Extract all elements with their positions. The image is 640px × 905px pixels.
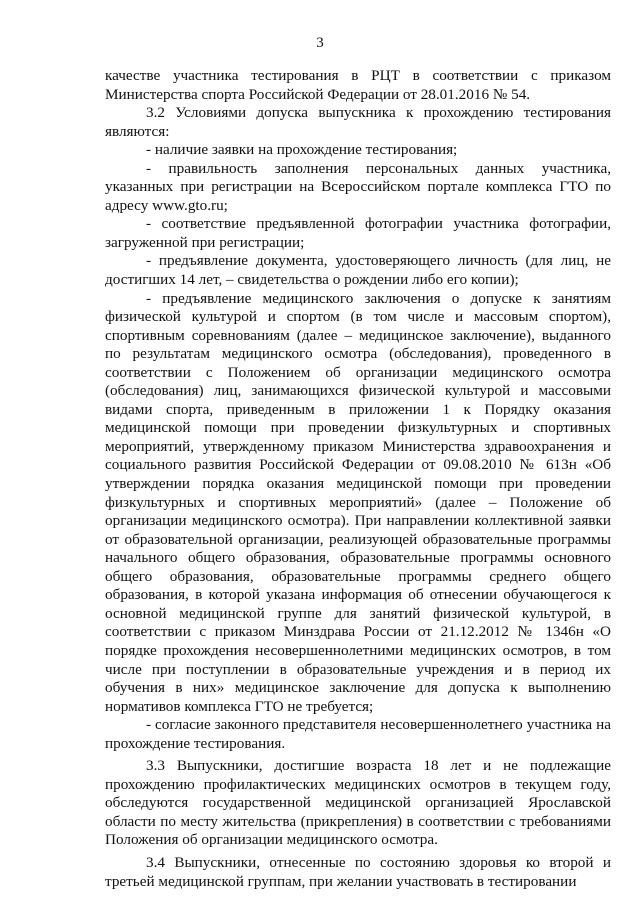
- paragraph: 3.4 Выпускники, отнесенные по состоянию здоровья ко второй и третьей медицинской группам, при желании участвовать в тестировании: [105, 853, 611, 890]
- document-body: [105, 67, 611, 891]
- paragraph: - предъявление документа, удостоверяющего личность (для лиц, не достигших 14 лет, – свидетельства о рождении либо его копии);: [105, 252, 611, 289]
- paragraph: - наличие заявки на прохождение тестирования;: [146, 141, 458, 159]
- page-number: 3: [316, 35, 324, 51]
- paragraph: - согласие законного представителя несовершеннолетнего участника на прохождение тестирования.: [105, 716, 611, 752]
- paragraph: 3.2 Условиями допуска выпускника к прохождению тестирования являются:: [105, 104, 611, 140]
- paragraph: - предъявление медицинского заключения о допуске к занятиям физической культурой и спортом (в том числе и массовым спортом), спортивным соревнованиям (далее – медицинское заключение), выданного по результатам медицинского осмотра (обследования), проведенного в соответствии с Положением об организации медицинского осмотра (обследования) лиц, занимающихся физической культурой и массовыми видами спорта, приведенным в приложении 1 к Порядку оказания медицинской помощи при проведении физкультурных и спортивных мероприятий, утвержденному приказом Министерства здравоохранения и социального развития Российской Федерации от 09.08.2010 № 613н «Об утверждении порядка оказания медицинской помощи при проведении физкультурных и спортивных мероприятий» (далее – Положение об организации медицинского осмотра). При направлении коллективной заявки от образовательной организации, реализующей образовательные программы начального общего образования, образовательные программы основного общего образования, образовательные программы среднего общего образования, в которой указана информация об отнесении обучающегося к основной медицинской группе для занятий физической культурой, в соответствии с приказом Минздрава России от 21.12.2012 № 1346н «О порядке прохождения несовершеннолетними медицинских осмотров, в том числе при поступлении в образовательные учреждения и в период их обучения в них» медицинское заключение для допуска к выполнению нормативов комплекса ГТО не требуется;: [105, 289, 611, 715]
- paragraph: - правильность заполнения персональных данных участника, указанных при регистрации на Всероссийском портале комплекса ГТО по адресу www.gto.ru;: [105, 159, 611, 214]
- paragraph: 3.3 Выпускники, достигшие возраста 18 лет и не подлежащие прохождению профилактических медицинских осмотров в текущем году, обследуются государственной медицинской организацией Ярославской области по месту жительства (прикрепления) в соответствии с требованиями Положения об организации медицинского осмотра.: [105, 757, 611, 849]
- paragraph: - соответствие предъявленной фотографии участника фотографии, загруженной при регистрации;: [105, 215, 611, 251]
- paragraph: качестве участника тестирования в РЦТ в соответствии с приказом Министерства спорта Российской Федерации от 28.01.2016 № 54.: [105, 67, 611, 103]
